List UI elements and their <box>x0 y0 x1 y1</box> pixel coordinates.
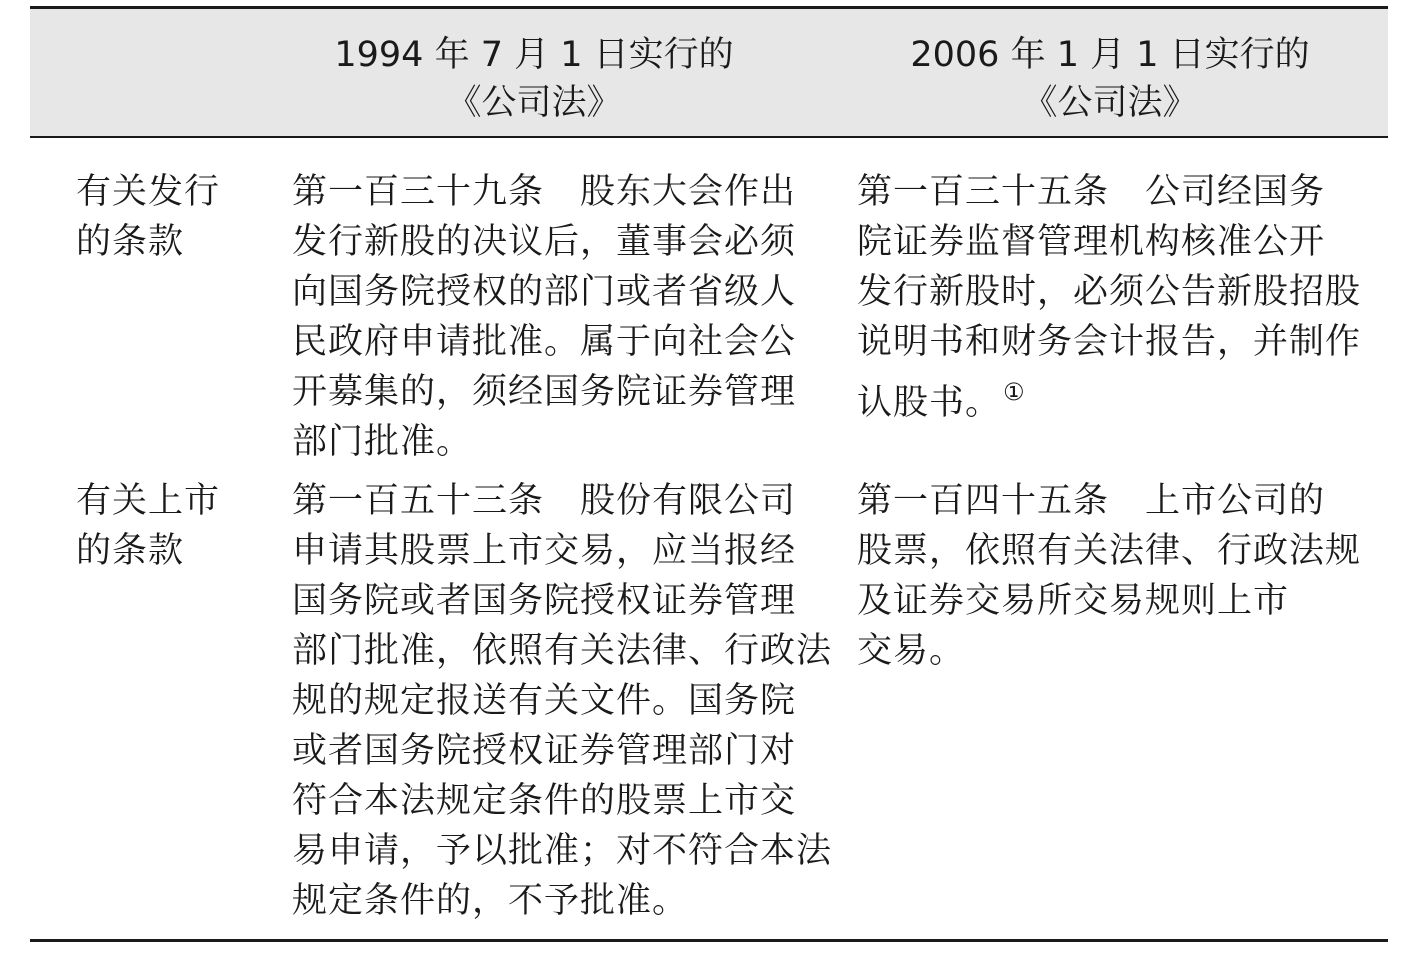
cell-line: 开募集的，须经国务院证券管理 <box>292 372 797 412</box>
cell-line: 发行新股时，必须公告新股招股 <box>857 272 1362 312</box>
header-col-2006 <box>830 31 1390 127</box>
cell-line-text: 认股书。 <box>857 383 1002 423</box>
cell-line: 说明书和财务会计报告，并制作 <box>857 322 1362 362</box>
cell-line: 发行新股的决议后，董事会必须 <box>292 222 797 262</box>
cell-2006-issuance <box>857 167 1377 428</box>
table-body <box>30 138 1388 938</box>
cell-line: 第一百三十五条 公司经国务 <box>857 172 1326 212</box>
cell-line: 第一百四十五条 上市公司的 <box>857 481 1326 521</box>
cell-line: 规定条件的，不予批准。 <box>292 881 689 921</box>
cell-line-last <box>857 367 1377 428</box>
cell-line: 易申请，予以批准；对不符合本法 <box>292 831 833 871</box>
cell-line: 及证券交易所交易规则上市 <box>857 581 1290 621</box>
row-label-issuance <box>76 167 246 267</box>
cell-line: 国务院或者国务院授权证券管理 <box>292 581 797 621</box>
row-label-line: 有关上市 <box>76 481 221 521</box>
header-col-2006-line1: 2006 年 1 月 1 日实行的 <box>910 35 1310 75</box>
table-header <box>30 9 1388 136</box>
header-col-1994-line1: 1994 年 7 月 1 日实行的 <box>334 35 734 75</box>
cell-line: 部门批准，依照有关法律、行政法 <box>292 631 833 671</box>
cell-1994-issuance <box>292 167 822 467</box>
row-label-listing <box>76 476 246 576</box>
cell-line: 院证券监督管理机构核准公开 <box>857 222 1326 262</box>
row-label-line: 的条款 <box>76 531 185 571</box>
comparison-table <box>30 6 1388 938</box>
cell-line: 规的规定报送有关文件。国务院 <box>292 681 797 721</box>
cell-line: 股票，依照有关法律、行政法规 <box>857 531 1362 571</box>
cell-line: 第一百五十三条 股份有限公司 <box>292 481 797 521</box>
cell-line: 申请其股票上市交易，应当报经 <box>292 531 797 571</box>
cell-line: 符合本法规定条件的股票上市交 <box>292 781 797 821</box>
cell-line: 交易。 <box>857 631 966 671</box>
header-col-1994 <box>260 31 808 127</box>
row-label-line: 有关发行 <box>76 172 221 212</box>
cell-line: 第一百三十九条 股东大会作出 <box>292 172 797 212</box>
footnote-marker[interactable]: ① <box>1003 378 1026 406</box>
cell-1994-listing <box>292 476 833 926</box>
table-bottom-rule <box>30 939 1388 942</box>
header-col-1994-line2: 《公司法》 <box>446 83 622 123</box>
cell-line: 或者国务院授权证券管理部门对 <box>292 731 797 771</box>
row-label-line: 的条款 <box>76 222 185 262</box>
cell-2006-listing <box>857 476 1377 676</box>
cell-line: 部门批准。 <box>292 422 473 462</box>
cell-line: 民政府申请批准。属于向社会公 <box>292 322 797 362</box>
header-col-2006-line2: 《公司法》 <box>1022 83 1198 123</box>
cell-line: 向国务院授权的部门或者省级人 <box>292 272 797 312</box>
